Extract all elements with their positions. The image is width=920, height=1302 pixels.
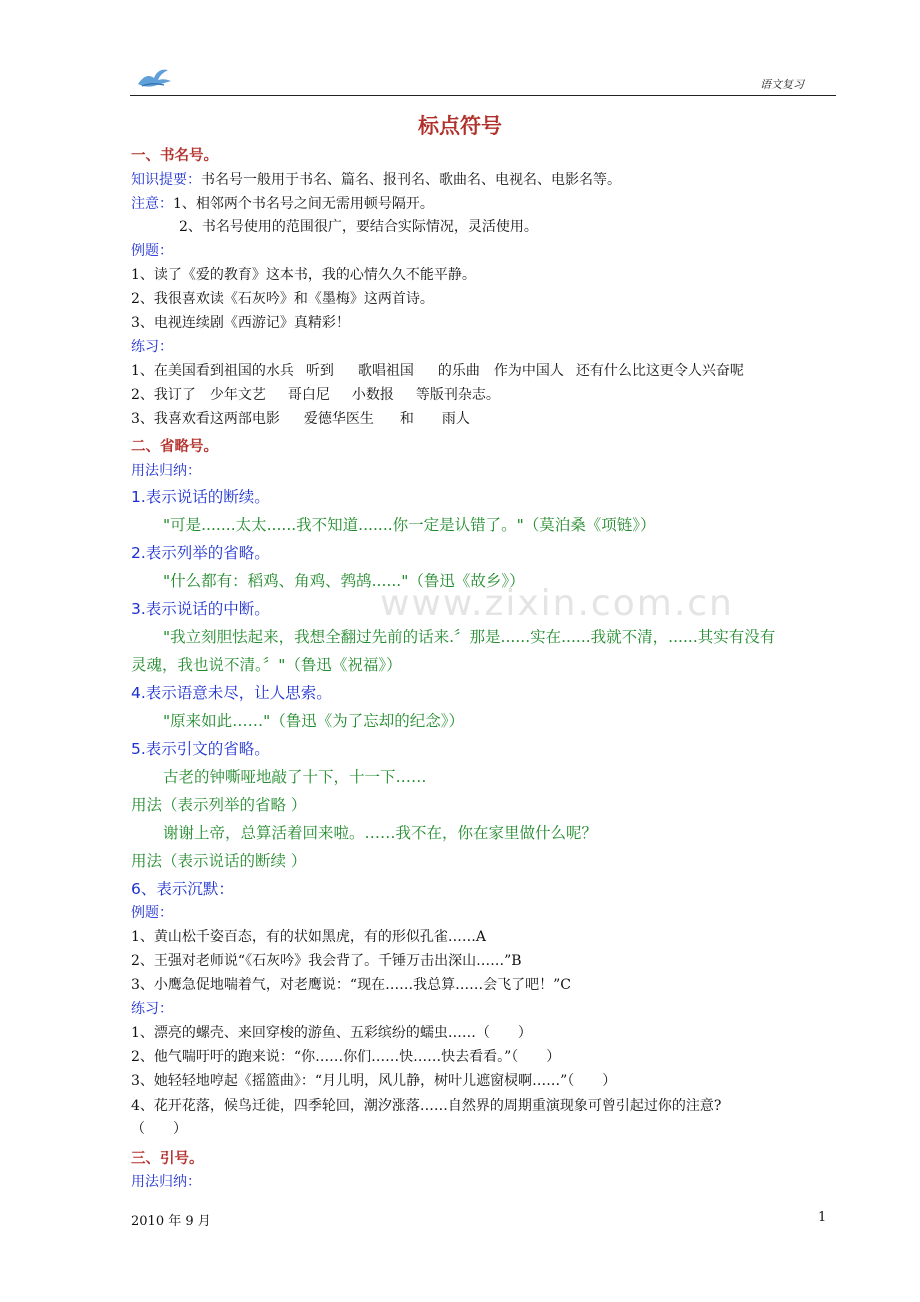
usage-2: 2.表示列举的省略。: [131, 544, 270, 562]
practice-2-part: 哥白尼: [287, 387, 330, 403]
example-2-2: 2、王强对老师说“《石灰吟》我会背了。千锤万击出深山……”B: [131, 953, 522, 969]
note-label: 注意：: [131, 196, 173, 212]
example-label: 例题：: [131, 243, 173, 259]
note-line-1: [131, 194, 434, 214]
page-number: 1: [818, 1210, 827, 1225]
practice-label: 练习：: [131, 339, 173, 355]
practice-2-4-answer: （ ）: [131, 1121, 187, 1137]
usage-4-example: "原来如此……"（鲁迅《为了忘却的纪念》）: [163, 712, 465, 730]
practice-3-part: 和: [399, 411, 414, 427]
practice-2-4: 4、花开花落，候鸟迁徙，四季轮回，潮汐涨落……自然界的周期重演现象可曾引起过你的注意?: [131, 1098, 722, 1114]
usage-1: 1.表示说话的断续。: [131, 488, 270, 506]
section-3-heading: 三、引号。: [131, 1151, 204, 1167]
usage-label: 用法归纳：: [131, 463, 201, 479]
usage-3: 3.表示说话的中断。: [131, 600, 270, 618]
practice-1-part: 听到: [305, 363, 334, 379]
section-1-heading: 一、书名号。: [131, 148, 218, 164]
practice-2-part: 小数报: [351, 387, 394, 403]
usage-3-example-line-2: 灵魂，我也说不清。〞"（鲁迅《祝福》）: [131, 656, 402, 674]
example-3: 3、电视连续剧《西游记》真精彩！: [131, 315, 350, 331]
usage-label-3: 用法归纳：: [131, 1174, 201, 1190]
practice-1: [131, 361, 744, 381]
usage-4: 4.表示语意未尽，让人思索。: [131, 684, 332, 702]
example-1: 1、读了《爱的教育》这本书，我的心情久久不能平静。: [131, 267, 476, 283]
header-divider: [130, 95, 836, 96]
practice-2-part: 2、我订了: [131, 387, 196, 403]
practice-3-part: 雨人: [441, 411, 470, 427]
usage-3-example-line-1: "我立刻胆怯起来，我想全翻过先前的话来.〞那是......实在......我就不清，......其实有没有: [163, 628, 776, 646]
example-2-1: 1、黄山松千姿百态，有的状如黑虎，有的形似孔雀……A: [131, 929, 487, 945]
practice-3: [131, 409, 470, 429]
usage-5: 5.表示引文的省略。: [131, 740, 270, 758]
practice-2: [131, 385, 500, 405]
practice-2-2: 2、他气喘吁吁的跑来说：“你……你们……快……快去看看。”（ ）: [131, 1049, 561, 1065]
note-2: 2、书名号使用的范围很广，要结合实际情况，灵活使用。: [179, 219, 538, 235]
footer-date: 2010 年 9 月: [131, 1214, 211, 1229]
practice-1-part: 的乐曲: [437, 363, 480, 379]
example-label-2: 例题：: [131, 905, 173, 921]
section-2-heading: 二、省略号。: [131, 439, 218, 455]
header-label: 语文复习: [760, 78, 804, 91]
practice-3-part: 3、我喜欢看这两部电影: [131, 411, 280, 427]
usage-1-example: "可是.......太太......我不知道.......你一定是认错了。"（莫泊桑《项链》）: [163, 516, 656, 534]
usage-answer-b: 用法（表示说话的断续 ）: [131, 852, 307, 870]
practice-1-part: 作为中国人: [493, 363, 564, 379]
usage-6: 6、表示沉默：: [131, 880, 234, 898]
practice-3-part: 爱德华医生: [303, 411, 374, 427]
practice-1-part: 还有什么比这更令人兴奋呢: [575, 363, 744, 379]
usage-6-example: 谢谢上帝，总算活着回来啦。……我不在，你在家里做什么呢？: [163, 824, 598, 842]
bird-logo-icon: [134, 66, 174, 90]
tip-text: 书名号一般用于书名、篇名、报刊名、歌曲名、电视名、电影名等。: [201, 172, 621, 188]
practice-2-1: 1、漂亮的螺壳、来回穿梭的游鱼、五彩缤纷的蠕虫……（ ）: [131, 1025, 532, 1041]
note-1: 1、相邻两个书名号之间无需用顿号隔开。: [173, 196, 434, 212]
knowledge-tip: [131, 170, 621, 190]
tip-label: 知识提要：: [131, 172, 201, 188]
page-title: 标点符号: [418, 114, 502, 138]
usage-5-example: 古老的钟嘶哑地敲了十下，十一下……: [163, 768, 427, 786]
usage-2-example: "什么都有：稻鸡、角鸡、鹁鸪......"（鲁迅《故乡》）: [163, 572, 525, 590]
example-2-3: 3、小鹰急促地喘着气，对老鹰说：“现在……我总算……会飞了吧！”C: [131, 977, 571, 993]
practice-2-3: 3、她轻轻地哼起《摇篮曲》：“月儿明，风儿静，树叶儿遮窗棂啊……”（ ）: [131, 1073, 617, 1089]
practice-2-part: 少年文艺: [209, 387, 266, 403]
example-2: 2、我很喜欢读《石灰吟》和《墨梅》这两首诗。: [131, 291, 434, 307]
practice-1-part: 歌唱祖国: [357, 363, 414, 379]
practice-label-2: 练习：: [131, 1001, 173, 1017]
practice-2-part: 等版刊杂志。: [415, 387, 500, 403]
watermark-text: www.zixin.com.cn: [380, 583, 734, 624]
usage-answer-a: 用法（表示列举的省略 ）: [131, 796, 307, 814]
practice-1-part: 1、在美国看到祖国的水兵: [131, 363, 294, 379]
